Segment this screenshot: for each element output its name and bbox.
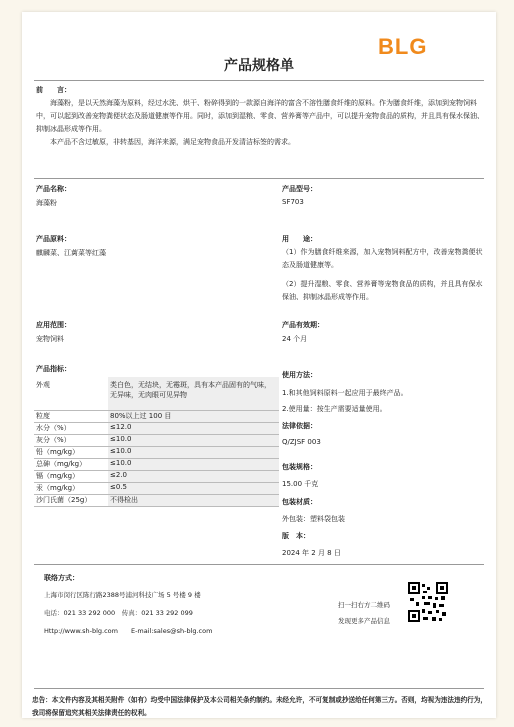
- spec-table-row: [34, 423, 279, 435]
- product-name: 海藻粉: [36, 199, 57, 207]
- usage-2: （2）提升湿粮、零食、营养膏等宠物食品的质构，并且具有保水保油、抑制冰晶形成等作用。: [282, 280, 483, 301]
- legal-basis-label: 法律依据：: [282, 422, 317, 430]
- contact-heading: 联络方式：: [44, 574, 79, 582]
- spec-table-row: [34, 459, 279, 471]
- spec-item-name: 铅（mg/kg）: [34, 447, 108, 459]
- spec-table-row: [34, 483, 279, 495]
- raw-material-label: 产品原料：: [36, 235, 71, 243]
- spec-item-value: ≤2.0: [108, 471, 279, 483]
- pack-material: 外包装：塑料袋包装: [282, 515, 345, 523]
- spec-item-value: ≤10.0: [108, 447, 279, 459]
- divider: [34, 80, 484, 81]
- spec-item-value: 类白色，无结块，无霉斑，具有本产品固有的气味，无异味，无肉眼可见异物: [108, 377, 279, 411]
- spec-item-name: 汞（mg/kg）: [34, 483, 108, 495]
- divider: [34, 688, 484, 689]
- usage-label: 用 途：: [282, 235, 317, 243]
- spec-table-row: [34, 411, 279, 423]
- method-label: 使用方法：: [282, 371, 317, 379]
- raw-material: 麒麟菜、江蓠菜等红藻: [36, 249, 106, 257]
- legal-basis: Q/ZJSF 003: [282, 438, 321, 446]
- spec-table-row: [34, 377, 279, 411]
- shelf-life-label: 产品有效期：: [282, 321, 324, 329]
- divider: [34, 564, 484, 565]
- intro-section: [36, 84, 484, 149]
- spec-table-row: [34, 471, 279, 483]
- qr-code-icon: [408, 582, 448, 622]
- legal-notice: 忠告：本文件内容及其相关附件（如有）均受中国法律保护及本公司相关条约制约。未经允许，不可复制或抄送给任何第三方。否则，均视为违法违约行为，我司将保留追究其相关法律责任的权利。: [32, 696, 487, 717]
- spec-item-name: 灰分（%）: [34, 435, 108, 447]
- spec-item-name: 外观: [34, 377, 108, 411]
- spec-table-row: [34, 435, 279, 447]
- pack-material-label: 包装材质：: [282, 498, 317, 506]
- spec-item-value: 不得检出: [108, 495, 279, 507]
- spec-sheet-page: [22, 12, 496, 718]
- spec-item-name: 水分（%）: [34, 423, 108, 435]
- scope-label: 应用范围：: [36, 321, 71, 329]
- product-name-label: 产品名称：: [36, 185, 71, 193]
- spec-item-name: 粒度: [34, 411, 108, 423]
- qr-caption-1: 扫一扫右方二维码: [338, 601, 390, 609]
- scope: 宠物饲料: [36, 335, 64, 343]
- divider: [34, 178, 484, 179]
- version-date: 2024 年 2 月 8 日: [282, 549, 341, 557]
- version-label: 版 本：: [282, 532, 310, 540]
- spec-label: 产品指标：: [36, 365, 71, 373]
- contact-web: Http://www.sh-blg.com E-mail:sales@sh-blg.com: [44, 627, 213, 635]
- product-model-label: 产品型号：: [282, 185, 317, 193]
- spec-item-value: ≤0.5: [108, 483, 279, 495]
- usage-1: （1）作为膳食纤维来源，加入宠物饲料配方中，改善宠物粪便状态及肠道健康等。: [282, 248, 483, 269]
- intro-heading: 前 言：: [36, 86, 71, 94]
- spec-item-value: ≤10.0: [108, 435, 279, 447]
- spec-item-name: 镉（mg/kg）: [34, 471, 108, 483]
- intro-paragraph-1: 海藻粉，是以天然海藻为原料，经过水洗、烘干、粉碎得到的一款源自海洋的富含不溶性膳食纤维的原料。作为膳食纤维，添加到宠物饲料中，可以起到改善宠物粪便状态及肠道健康等作用。同时，添加到湿粮、零食、营养膏等产品中，可以提升宠物食品的质构，并且具有保水保油、抑制冰晶形成等作用。: [36, 99, 484, 133]
- product-model: SF703: [282, 198, 304, 206]
- intro-paragraph-2: 本产品不含过敏原，非转基因，海洋来源，满足宠物食品开发清洁标签的需求。: [50, 138, 295, 146]
- page-title: 产品规格单: [224, 58, 294, 74]
- pack-spec-label: 包装规格：: [282, 463, 317, 471]
- spec-item-value: ≤12.0: [108, 423, 279, 435]
- spec-item-value: 80%以上过 100 目: [108, 411, 279, 423]
- method-1: 1.和其他饲料原料一起应用于最终产品。: [282, 389, 408, 397]
- method-2: 2.使用量：按生产需要适量使用。: [282, 405, 387, 413]
- spec-item-name: 总砷（mg/kg）: [34, 459, 108, 471]
- qr-caption-2: 发现更多产品信息: [338, 617, 390, 625]
- spec-item-name: 沙门氏菌（25g）: [34, 495, 108, 507]
- brand-logo: BLG: [378, 34, 428, 59]
- spec-item-value: ≤10.0: [108, 459, 279, 471]
- spec-table-row: [34, 495, 279, 507]
- contact-address: 上海市闵行区陈行路2388号浦河科技广场 5 号楼 9 楼: [44, 591, 201, 599]
- shelf-life: 24 个月: [282, 335, 308, 343]
- contact-phone: 电话：021 33 292 000 传真：021 33 292 099: [44, 609, 193, 617]
- spec-table: [34, 377, 279, 507]
- spec-table-row: [34, 447, 279, 459]
- pack-spec: 15.00 千克: [282, 480, 319, 488]
